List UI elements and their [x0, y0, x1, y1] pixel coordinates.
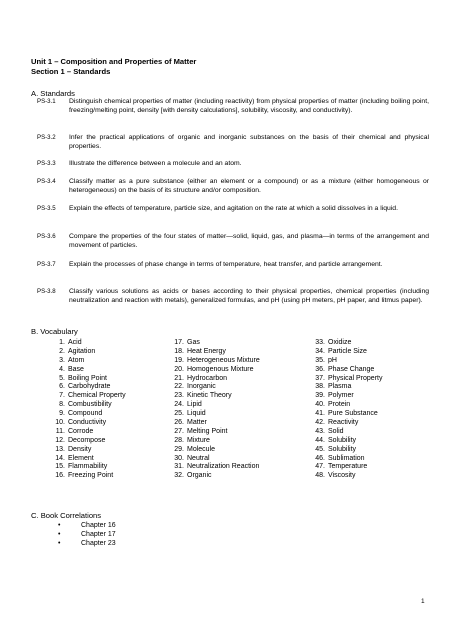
vocabulary-term: Boiling Point — [68, 374, 107, 382]
vocabulary-number: 30. — [174, 454, 184, 462]
vocabulary-item — [59, 365, 126, 375]
vocabulary-number: 4. — [59, 365, 65, 373]
vocabulary-term: Matter — [187, 419, 207, 427]
vocabulary-term: Particle Size — [328, 347, 367, 355]
vocabulary-item — [174, 383, 260, 392]
vocabulary-term: Agitation — [68, 347, 96, 355]
vocabulary-item — [59, 339, 126, 348]
vocabulary-term: Neutral — [187, 454, 210, 462]
vocabulary-item — [315, 454, 382, 464]
vocabulary-number: 25. — [174, 410, 184, 418]
vocabulary-number: 21. — [174, 374, 184, 382]
vocabulary-number: 36. — [315, 365, 325, 373]
vocabulary-item — [55, 419, 126, 428]
vocabulary-item — [315, 427, 382, 437]
vocabulary-item — [174, 356, 260, 366]
vocabulary-number: 31. — [174, 463, 184, 471]
standard-item — [37, 205, 429, 214]
vocabulary-term: Lipid — [187, 401, 202, 409]
vocabulary-item — [59, 401, 126, 410]
vocabulary-number: 39. — [315, 392, 325, 400]
vocabulary-item — [315, 445, 382, 455]
vocabulary-term: Sublimation — [328, 454, 365, 462]
vocabulary-item — [315, 365, 382, 375]
vocabulary-term: Base — [68, 365, 84, 373]
vocabulary-number: 46. — [315, 454, 325, 462]
vocabulary-number: 26. — [174, 419, 184, 427]
vocabulary-item — [315, 383, 382, 392]
vocabulary-item — [315, 410, 382, 419]
book-correlations-list — [58, 522, 116, 549]
vocabulary-term: Viscosity — [328, 472, 356, 480]
vocabulary-item — [55, 445, 126, 455]
vocabulary-term: Organic — [187, 472, 212, 480]
standard-item — [37, 261, 429, 270]
vocabulary-term: pH — [328, 356, 337, 364]
vocabulary-number: 24. — [174, 401, 184, 409]
vocabulary-number: 5. — [59, 374, 65, 382]
vocabulary-item — [59, 392, 126, 401]
vocabulary-term: Gas — [187, 339, 200, 346]
vocabulary-column-1 — [55, 339, 126, 481]
vocabulary-item — [174, 445, 260, 455]
vocabulary-item — [315, 436, 382, 446]
standard-code: PS-3.3 — [37, 160, 56, 167]
vocabulary-number: 17. — [174, 339, 184, 346]
standard-code: PS-3.7 — [37, 261, 56, 268]
vocabulary-number: 16. — [55, 472, 65, 480]
standard-code: PS-3.4 — [37, 178, 56, 185]
vocabulary-number: 12. — [55, 436, 65, 444]
vocabulary-term: Acid — [68, 339, 82, 346]
vocabulary-column-2 — [174, 339, 260, 481]
vocabulary-term: Element — [68, 454, 94, 462]
vocabulary-number: 37. — [315, 374, 325, 382]
vocabulary-term: Plasma — [328, 383, 352, 391]
vocabulary-number: 6. — [59, 383, 65, 391]
bullet-icon: • — [58, 522, 61, 529]
vocabulary-term: Combustibility — [68, 401, 112, 409]
vocabulary-number: 33. — [315, 339, 325, 346]
vocabulary-item — [315, 463, 382, 472]
vocabulary-item — [174, 427, 260, 437]
vocabulary-term: Polymer — [328, 392, 354, 400]
vocabulary-number: 18. — [174, 347, 184, 355]
standard-text: Explain the effects of temperature, particle size, and agitation on the rate at which a solid dissolves in a liquid. — [69, 205, 398, 212]
vocabulary-number: 42. — [315, 419, 325, 427]
vocabulary-term: Solubility — [328, 445, 357, 453]
vocabulary-item — [174, 419, 260, 428]
vocabulary-term: Liquid — [187, 410, 206, 418]
vocabulary-term: Oxidize — [328, 339, 352, 346]
vocabulary-number: 22. — [174, 383, 184, 391]
standard-code: PS-3.1 — [37, 98, 56, 105]
vocabulary-term: Carbohydrate — [68, 383, 111, 391]
vocabulary-number: 34. — [315, 347, 325, 355]
vocabulary-item — [174, 401, 260, 410]
vocabulary-item — [174, 374, 260, 384]
vocabulary-term: Chemical Property — [68, 392, 126, 400]
vocabulary-term: Atom — [68, 356, 85, 364]
vocabulary-item — [174, 454, 260, 464]
vocabulary-number: 14. — [55, 454, 65, 462]
vocabulary-term: Pure Substance — [328, 410, 378, 418]
vocabulary-number: 1. — [59, 339, 65, 346]
standard-text: Compare the properties of the four states of matter—solid, liquid, gas, and plasma—in terms of the arrangement and movement of particles. — [69, 233, 429, 249]
vocabulary-item — [59, 347, 126, 357]
vocabulary-term: Physical Property — [328, 374, 383, 382]
vocabulary-item — [59, 383, 126, 392]
bullet-icon: • — [58, 530, 61, 538]
vocabulary-item — [174, 339, 260, 348]
vocabulary-term: Molecule — [187, 445, 216, 453]
standard-item — [37, 178, 429, 195]
vocabulary-number: 19. — [174, 356, 184, 364]
unit-title: Unit 1 – Composition and Properties of Matter — [31, 57, 197, 66]
vocabulary-item — [315, 392, 382, 401]
page-number: 1 — [421, 598, 425, 605]
vocabulary-item — [315, 347, 382, 357]
vocabulary-term: Melting Point — [187, 427, 228, 435]
vocabulary-item — [55, 454, 126, 464]
vocabulary-item — [59, 410, 126, 419]
book-correlations-heading: C. Book Correlations — [31, 511, 102, 520]
vocabulary-number: 10. — [55, 419, 65, 427]
standard-item — [37, 160, 429, 169]
vocabulary-item — [55, 472, 126, 481]
standard-text: Classify various solutions as acids or bases according to their physical properties, chemical properties (including neutralization and reaction with metals), generalized formulas, and pH (using pH meters, pH paper, and litmus paper). — [69, 288, 429, 304]
vocabulary-item — [55, 427, 126, 437]
vocabulary-term: Neutralization Reaction — [187, 463, 260, 471]
standard-item — [37, 233, 429, 250]
standard-text: Explain the processes of phase change in terms of temperature, heat transfer, and particle arrangement. — [69, 261, 383, 268]
vocabulary-number: 38. — [315, 383, 325, 391]
vocabulary-number: 43. — [315, 427, 325, 435]
vocabulary-number: 28. — [174, 436, 184, 444]
vocabulary-item — [174, 347, 260, 357]
vocabulary-item — [315, 472, 382, 481]
vocabulary-heading: B. Vocabulary — [31, 327, 78, 336]
vocabulary-item — [174, 392, 260, 401]
vocabulary-item — [59, 356, 126, 366]
vocabulary-number: 11. — [55, 427, 65, 435]
vocabulary-term: Density — [68, 445, 92, 453]
vocabulary-number: 35. — [315, 356, 325, 364]
vocabulary-term: Flammability — [68, 463, 108, 471]
standard-code: PS-3.8 — [37, 288, 56, 295]
vocabulary-term: Conductivity — [68, 419, 107, 427]
bullet-icon: • — [58, 539, 61, 547]
vocabulary-number: 7. — [59, 392, 65, 400]
vocabulary-number: 47. — [315, 463, 325, 471]
vocabulary-term: Hydrocarbon — [187, 374, 228, 382]
vocabulary-term: Homogenous Mixture — [187, 365, 254, 373]
vocabulary-number: 41. — [315, 410, 325, 418]
chapter-label: Chapter 23 — [81, 539, 116, 547]
vocabulary-term: Heterogeneous Mixture — [187, 356, 260, 364]
vocabulary-number: 48. — [315, 472, 325, 480]
vocabulary-term: Kinetic Theory — [187, 392, 232, 400]
vocabulary-number: 8. — [59, 401, 65, 409]
vocabulary-term: Protein — [328, 401, 351, 409]
vocabulary-item — [174, 365, 260, 375]
vocabulary-item — [55, 463, 126, 472]
standard-text: Classify matter as a pure substance (either an element or a compound) or as a mixture (either homogeneous or heterogeneous) on the basis of its structure and/or composition. — [69, 178, 429, 194]
vocabulary-term: Inorganic — [187, 383, 216, 391]
vocabulary-term: Decompose — [68, 436, 106, 444]
vocabulary-number: 20. — [174, 365, 184, 373]
vocabulary-term: Solubility — [328, 436, 357, 444]
vocabulary-term: Solid — [328, 427, 344, 435]
standard-text: Illustrate the difference between a molecule and an atom. — [69, 160, 242, 167]
list-item — [58, 522, 116, 531]
vocabulary-column-3 — [315, 339, 383, 481]
list-item — [58, 540, 116, 549]
vocabulary-number: 27. — [174, 427, 184, 435]
standard-code: PS-3.6 — [37, 233, 56, 240]
vocabulary-number: 44. — [315, 436, 325, 444]
standard-item — [37, 134, 429, 151]
vocabulary-term: Freezing Point — [68, 472, 114, 480]
vocabulary-number: 40. — [315, 401, 325, 409]
vocabulary-term: Phase Change — [328, 365, 375, 373]
vocabulary-number: 13. — [55, 445, 65, 453]
vocabulary-item — [59, 374, 126, 384]
chapter-label: Chapter 16 — [81, 522, 116, 529]
standard-item — [37, 98, 429, 115]
vocabulary-number: 23. — [174, 392, 184, 400]
vocabulary-item — [174, 463, 260, 472]
vocabulary-term: Reactivity — [328, 419, 359, 427]
standard-item — [37, 288, 429, 305]
vocabulary-item — [55, 436, 126, 446]
vocabulary-number: 32. — [174, 472, 184, 480]
standard-code: PS-3.5 — [37, 205, 56, 212]
vocabulary-item — [315, 374, 383, 384]
vocabulary-item — [315, 339, 382, 348]
vocabulary-item — [174, 472, 260, 481]
vocabulary-list — [0, 339, 452, 539]
vocabulary-number: 15. — [55, 463, 65, 471]
vocabulary-item — [174, 410, 260, 419]
vocabulary-item — [315, 419, 382, 428]
vocabulary-number: 3. — [59, 356, 65, 364]
vocabulary-number: 2. — [59, 347, 65, 355]
vocabulary-term: Corrode — [68, 427, 94, 435]
vocabulary-term: Temperature — [328, 463, 368, 471]
standard-text: Infer the practical applications of organic and inorganic substances on the basis of their chemical and physical properties. — [69, 134, 429, 150]
section-title: Section 1 – Standards — [31, 67, 111, 76]
vocabulary-number: 9. — [59, 410, 65, 418]
vocabulary-item — [174, 436, 260, 446]
vocabulary-term: Heat Energy — [187, 347, 226, 355]
vocabulary-term: Mixture — [187, 436, 210, 444]
vocabulary-item — [315, 356, 382, 366]
standard-code: PS-3.2 — [37, 134, 56, 141]
standards-heading: A. Standards — [31, 89, 75, 98]
vocabulary-number: 29. — [174, 445, 184, 453]
vocabulary-item — [315, 401, 382, 410]
chapter-label: Chapter 17 — [81, 530, 116, 538]
vocabulary-term: Compound — [68, 410, 103, 418]
vocabulary-number: 45. — [315, 445, 325, 453]
standard-text: Distinguish chemical properties of matter (including reactivity) from physical properties of matter (including boiling point, freezing/melting point, density [with density calculations], solubility, viscosity, and conductivity). — [69, 98, 429, 114]
list-item — [58, 531, 116, 540]
